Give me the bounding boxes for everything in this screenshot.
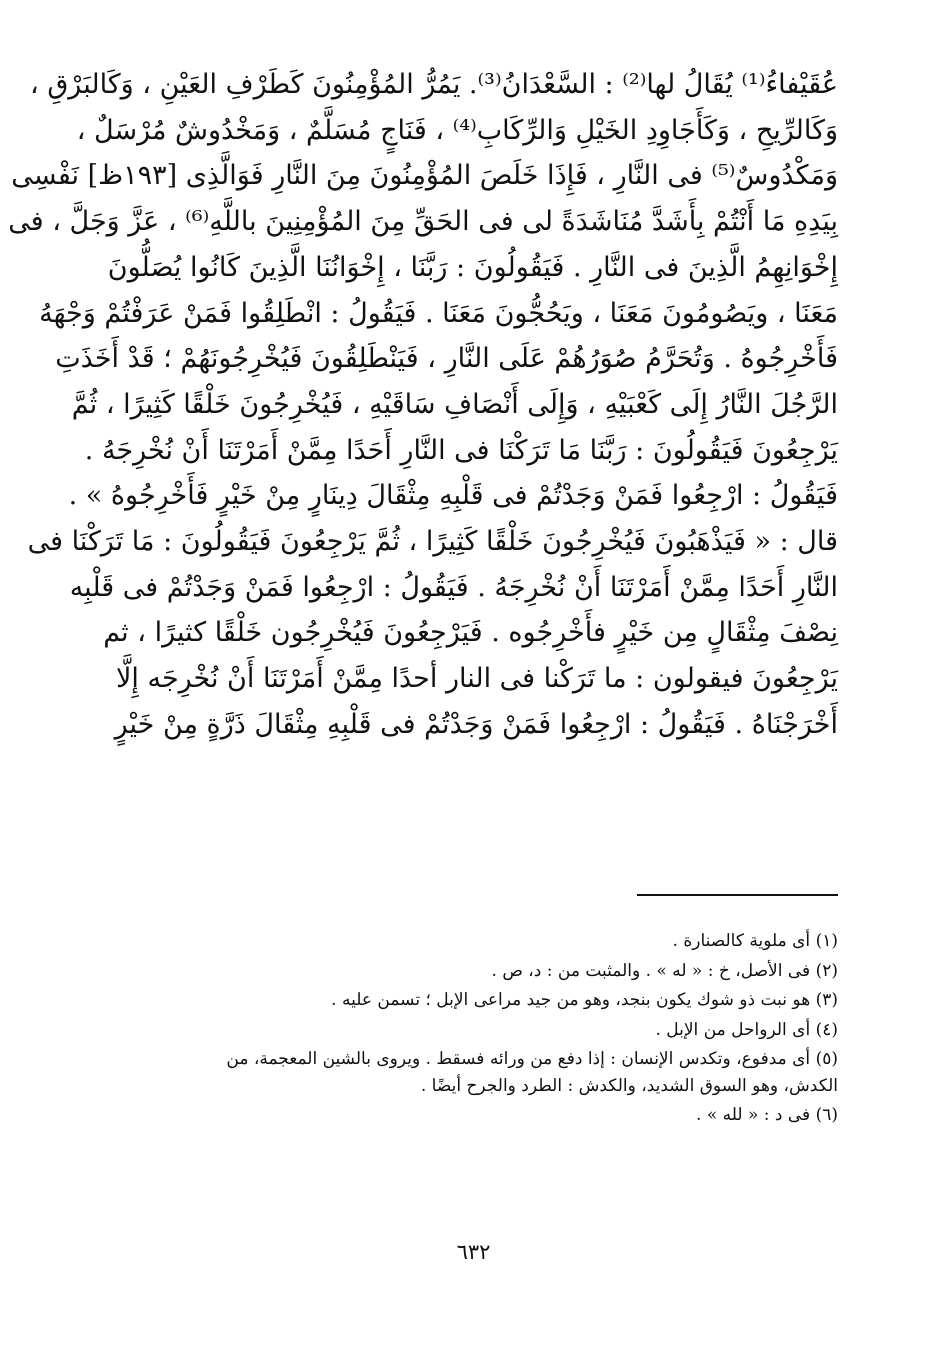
footnote-text: أى مدفوع، وتكدس الإنسان : إذا دفع من ورائه فسقط . ويروى بالشين المعجمة، من	[226, 1049, 811, 1069]
main-text-block	[8, 62, 838, 748]
footnote-text: أى ملوية كالصنارة .	[672, 931, 811, 951]
footnote-number: (٦)	[815, 1105, 838, 1125]
text-line: أَخْرَجْنَاهُ . فَيَقُولُ : ارْجِعُوا فَمَنْ وَجَدْتُمْ فى قَلْبِهِ مِثْقَالَ ذَرَّةٍ مِنْ خَيْرٍ	[114, 708, 838, 740]
text-line: فَأَخْرِجُوهُ . وَتُحَرَّمُ صُوَرُهُمْ عَلَى النَّارِ ، فَيَنْطَلِقُونَ فَيُخْرِجُونَهُمْ ؛ قَدْ أَخَذَتِ	[55, 343, 838, 375]
text-line: يَرْجِعُونَ فيقولون : ما تَرَكْنا فى النار أحدًا مِمَّنْ أَمَرْتَنَا أَنْ نُخْرِجَه إِلَّا	[115, 663, 838, 695]
page-number: ٦٣٢	[456, 1240, 491, 1264]
text-line: يَرْجِعُونَ فَيَقُولُونَ : رَبَّنَا مَا تَرَكْنَا فى النَّارِ أَحَدًا مِمَّنْ أَمَرْتَنَا أَنْ نُخْرِجَهُ .	[84, 434, 838, 466]
footnotes-list	[126, 928, 838, 1132]
footnote-item	[126, 958, 838, 985]
text-line: مَعَنَا ، ويَصُومُونَ مَعَنَا ، ويَحُجُّونَ مَعَنَا . فَيَقُولُ : انْطَلِقُوا فَمَنْ عَرَفْتُمْ وَجْهَهُ	[39, 297, 838, 329]
footnote-text: هو نبت ذو شوك يكون بنجد، وهو من جيد مراعى الإبل ؛ تسمن عليه .	[331, 990, 811, 1010]
text-line: نِصْفَ مِثْقَالٍ مِن خَيْرٍ فأَخْرِجُوه . فَيَرْجِعُونَ فَيُخْرِجُون خَلْقًا كثيرًا ، ثم	[103, 617, 838, 649]
footnote-number: (٤)	[815, 1019, 838, 1040]
footnote-continuation: الكدش، وهو السوق الشديد، والكدش : الطرد والجرح أيضًا .	[420, 1075, 838, 1096]
text-line: إِخْوَانِهِمُ الَّذِينَ فى النَّارِ . فَيَقُولُونَ : رَبَّنَا ، إِخْوَانُنَا الَّذِينَ كَانُوا يُصَلُّونَ	[107, 251, 838, 283]
footnote-line	[126, 958, 838, 985]
text-line: بِيَدِهِ مَا أَنْتُمْ بِأَشَدَّ مُنَاشَدَةً لى فى الحَقِّ مِنَ المُؤْمِنِينَ باللَّهِ⁽⁶⁾ ، عَزَّ وَجَلَّ ، فى	[8, 206, 838, 238]
footnote-item	[126, 1017, 838, 1044]
footnote-line	[126, 1102, 838, 1129]
text-line: وَكَالرِّيحِ ، وَكَأَجَاوِدِ الخَيْلِ وَالرِّكَابِ⁽⁴⁾ ، فَنَاجٍ مُسَلَّمٌ ، وَمَخْدُوشٌ مُرْسَلٌ ،	[76, 114, 838, 146]
footnote-item	[126, 928, 838, 955]
footnote-text: أى الرواحل من الإبل .	[655, 1019, 811, 1040]
footnote-line	[126, 928, 838, 955]
text-line: فَيَقُولُ : ارْجِعُوا فَمَنْ وَجَدْتُمْ فى قَلْبِهِ مِثْقَالَ دِينَارٍ مِنْ خَيْرٍ فَأَخْرِجُوهُ » .	[68, 480, 838, 512]
text-line: قال : « فَيَذْهَبُونَ فَيُخْرِجُونَ خَلْقًا كَثِيرًا ، ثُمَّ يَرْجِعُونَ فَيَقُولُونَ : مَا تَرَكْنَا فى	[27, 526, 838, 558]
footnote-line	[126, 1046, 838, 1073]
footnote-item	[126, 987, 838, 1014]
text-line: عُقَيْفاءُ⁽¹⁾ يُقَالُ لها⁽²⁾ : السَّعْدَانُ⁽³⁾. يَمُرُّ المُؤْمِنُونَ كَطَرْفِ العَيْنِ ، وَكَالبَرْقِ ،	[30, 69, 838, 100]
footnote-number: (٥)	[815, 1049, 838, 1069]
footnote-line	[126, 987, 838, 1014]
footnote-item	[126, 1102, 838, 1129]
footnote-separator	[637, 894, 838, 896]
text-line: النَّارِ أَحَدًا مِمَّنْ أَمَرْتَنَا أَنْ نُخْرِجَهُ . فَيَقُولُ : ارْجِعُوا فَمَنْ وَجَدْتُمْ فى قَلْبِه	[69, 571, 838, 603]
footnote-number: (٣)	[815, 990, 838, 1010]
footnote-item	[126, 1046, 838, 1099]
text-line: الرَّجُلَ النَّارُ إِلَى كَعْبَيْهِ ، وَإِلَى أَنْصَافِ سَاقَيْهِ ، فَيُخْرِجُونَ خَلْقًا كَثِيرًا ، ثُمَّ	[71, 388, 838, 420]
text-line: وَمَكْدُوسٌ⁽⁵⁾ فى النَّارِ ، فَإِذَا خَلَصَ المُؤْمِنُونَ مِنَ النَّارِ فَوَالَّذِى [١٩٣ظ] نَفْسِى	[11, 160, 838, 192]
footnote-number: (٢)	[815, 960, 838, 981]
footnote-number: (١)	[815, 931, 838, 951]
footnote-text: فى د : « لله » .	[696, 1105, 811, 1125]
footnote-line	[126, 1017, 838, 1044]
footnote-text: فى الأصل، خ : « له » . والمثبت من : د، ص .	[491, 960, 811, 981]
